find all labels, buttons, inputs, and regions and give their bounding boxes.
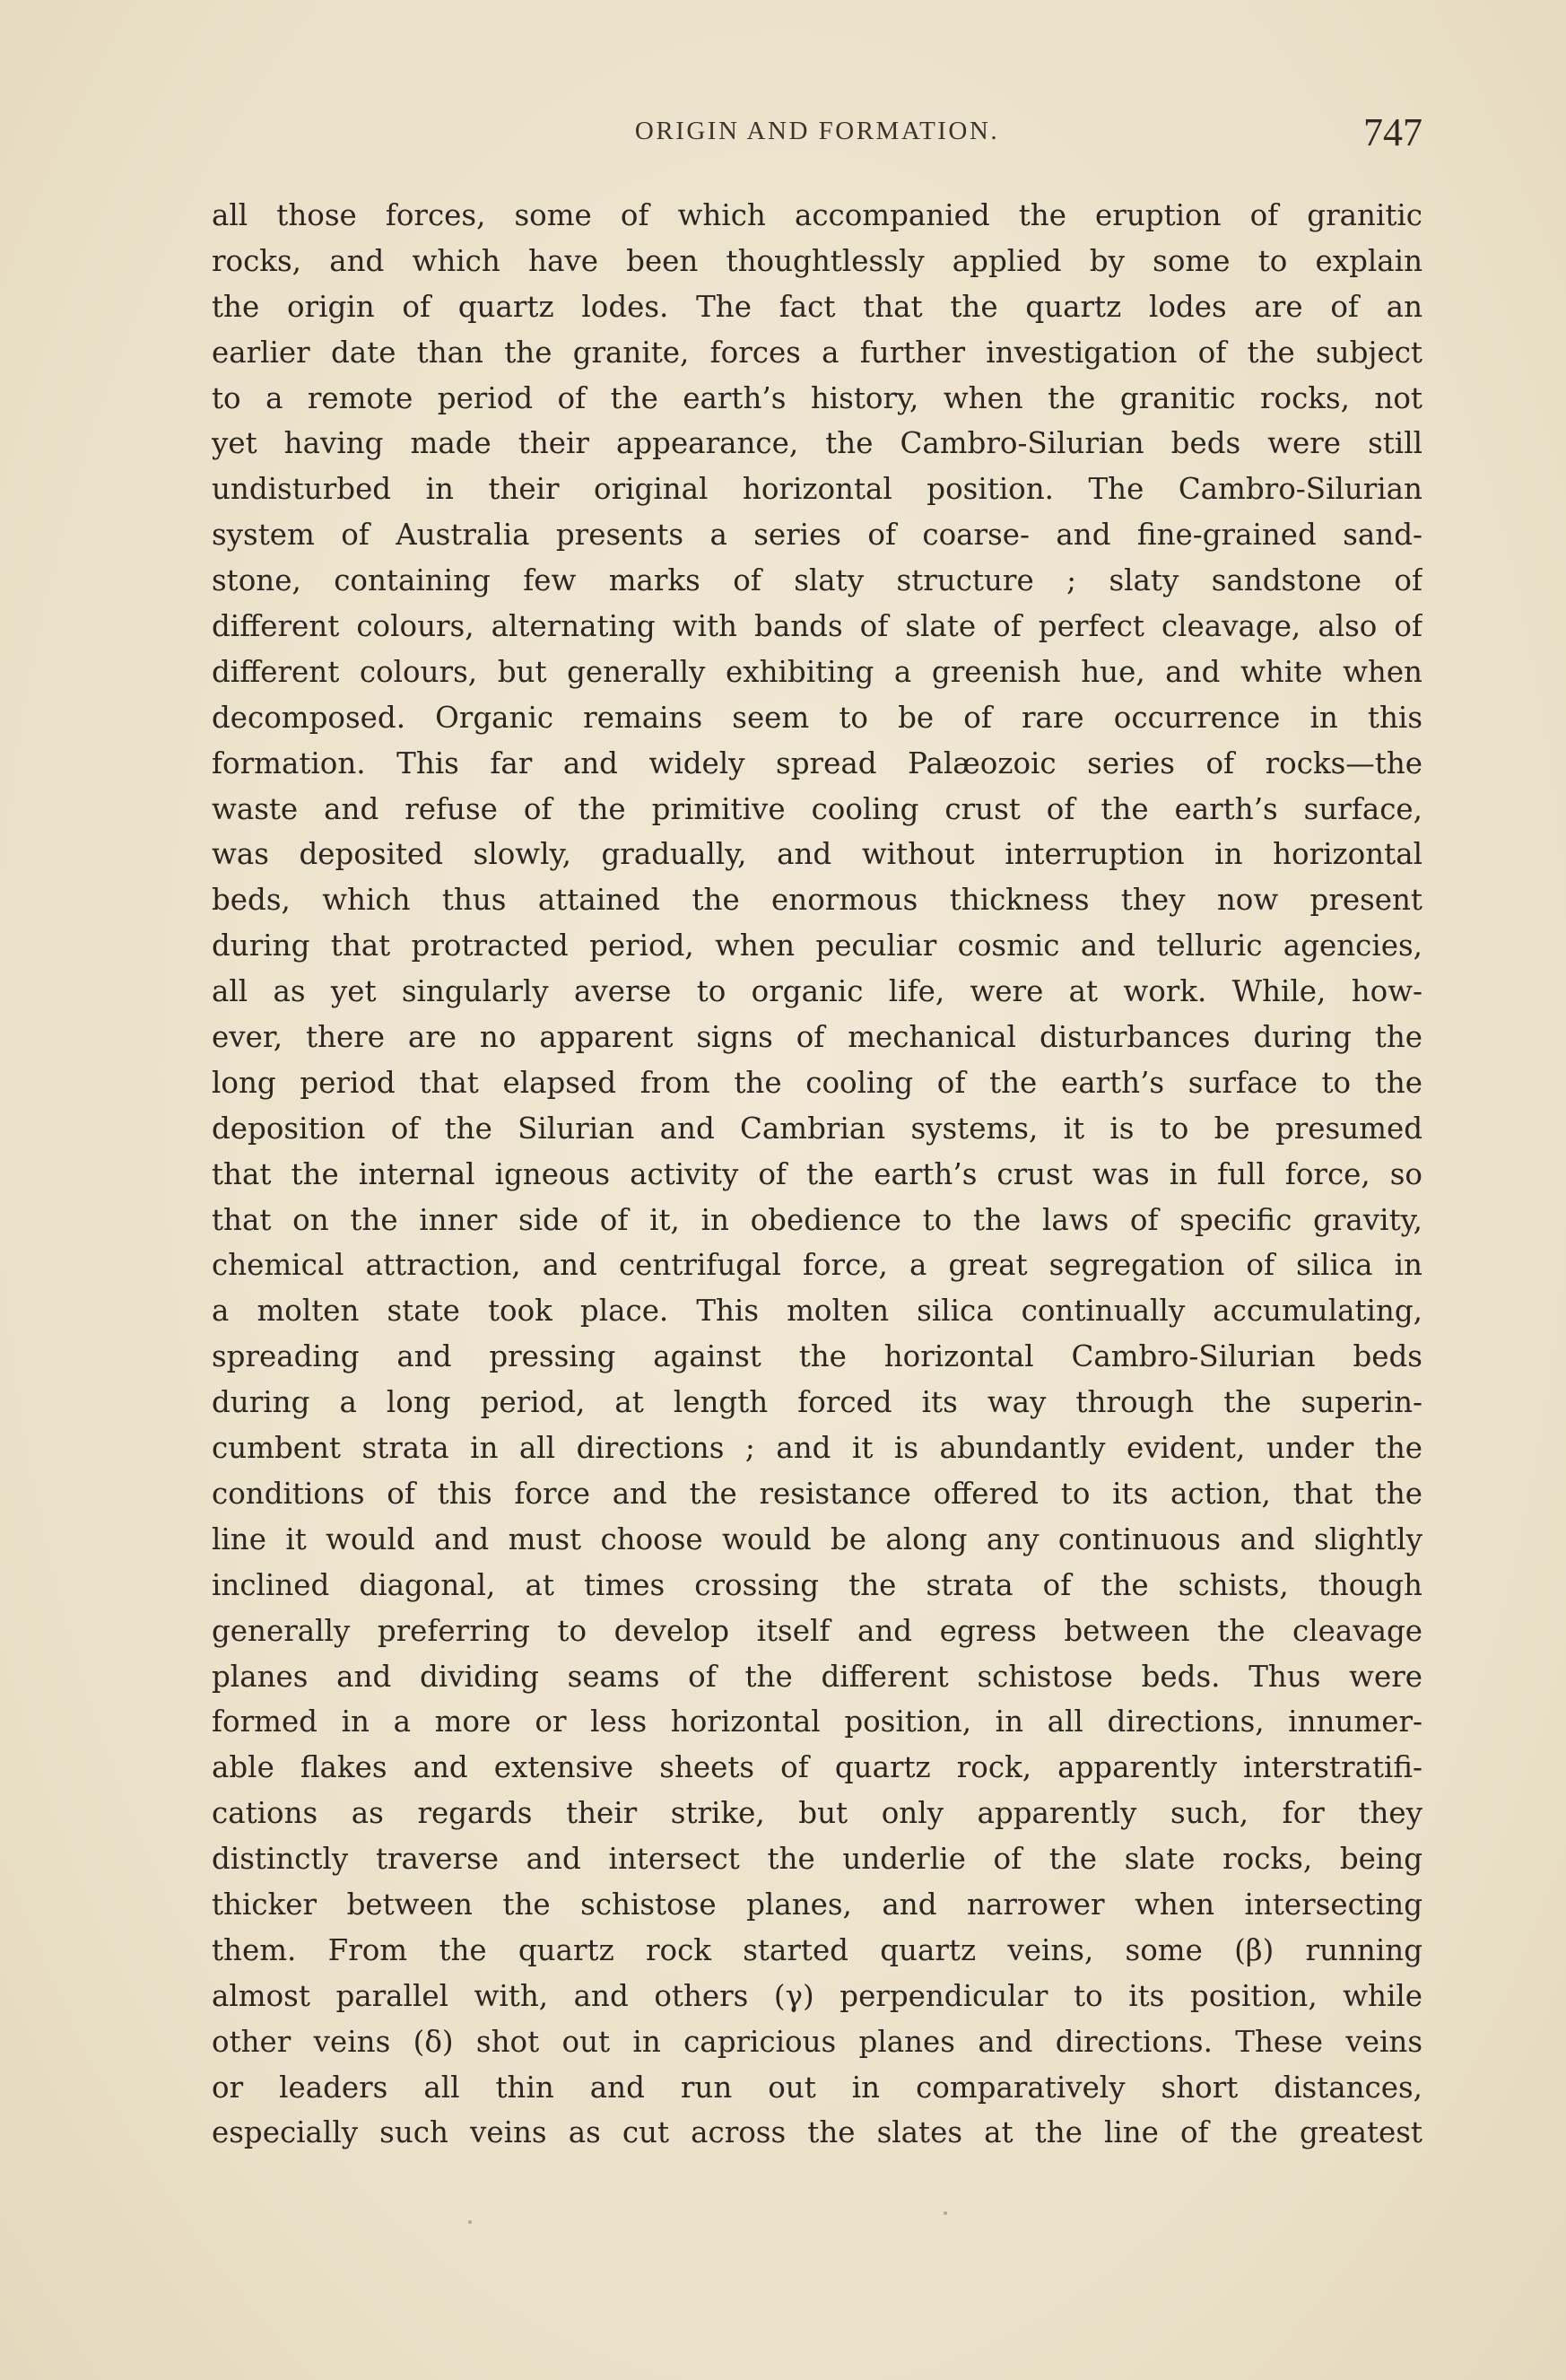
text-line: to a remote period of the earth’s history, when the granitic rocks, not bbox=[212, 380, 1422, 415]
text-line: system of Australia presents a series of coarse- and fine-grained sand- bbox=[212, 518, 1422, 553]
text-line: or leaders all thin and run out in comparatively short distances, bbox=[212, 2070, 1422, 2105]
text-line: other veins (δ) shot out in capricious planes and directions. These veins bbox=[212, 2024, 1422, 2059]
text-line: deposition of the Silurian and Cambrian systems, it is to be presumed bbox=[212, 1111, 1422, 1146]
text-line: the origin of quartz lodes. The fact that the quartz lodes are of an bbox=[212, 289, 1422, 324]
text-line: rocks, and which have been thoughtlessly applied by some to explain bbox=[212, 243, 1422, 278]
text-line: long period that elapsed from the cooling of the earth’s surface to the bbox=[212, 1065, 1422, 1100]
text-line: ever, there are no apparent signs of mechanical disturbances during the bbox=[212, 1020, 1422, 1055]
page-header bbox=[212, 109, 1422, 163]
text-line: line it would and must choose would be along any continuous and slightly bbox=[212, 1521, 1422, 1556]
text-line: different colours, alternating with bands of slate of perfect cleavage, also of bbox=[212, 609, 1422, 644]
text-line: yet having made their appearance, the Cambro-Silurian beds were still bbox=[212, 426, 1422, 461]
paper-speck bbox=[944, 2211, 947, 2215]
text-line: almost parallel with, and others (γ) perpendicular to its position, while bbox=[212, 1978, 1422, 2013]
page-number: 747 bbox=[1363, 110, 1422, 154]
text-line: chemical attraction, and centrifugal force, a great segregation of silica in bbox=[212, 1248, 1422, 1283]
paper-speck bbox=[468, 2220, 472, 2224]
text-line: able flakes and extensive sheets of quartz rock, apparently interstratifi- bbox=[212, 1750, 1422, 1785]
text-line: generally preferring to develop itself and egress between the cleavage bbox=[212, 1613, 1422, 1648]
text-line: a molten state took place. This molten silica continually accumulating, bbox=[212, 1294, 1422, 1329]
text-line: formed in a more or less horizontal position, in all directions, innumer- bbox=[212, 1704, 1422, 1739]
text-line: conditions of this force and the resistance offered to its action, that the bbox=[212, 1476, 1422, 1511]
text-line: cations as regards their strike, but only apparently such, for they bbox=[212, 1796, 1422, 1831]
text-line: waste and refuse of the primitive cooling crust of the earth’s surface, bbox=[212, 791, 1422, 826]
text-line: formation. This far and widely spread Palæozoic series of rocks—the bbox=[212, 745, 1422, 780]
text-line: decomposed. Organic remains seem to be of rare occurrence in this bbox=[212, 700, 1422, 735]
text-line: cumbent strata in all directions ; and it is abundantly evident, under the bbox=[212, 1431, 1422, 1466]
text-line: stone, containing few marks of slaty structure ; slaty sandstone of bbox=[212, 563, 1422, 598]
text-line: especially such veins as cut across the slates at the line of the greatest bbox=[212, 2115, 1422, 2150]
body-text bbox=[212, 193, 1422, 2156]
text-line: them. From the quartz rock started quartz veins, some (β) running bbox=[212, 1932, 1422, 1967]
running-head: ORIGIN AND FORMATION. bbox=[634, 117, 1000, 145]
text-line: during that protracted period, when peculiar cosmic and telluric agencies, bbox=[212, 928, 1422, 963]
text-line: distinctly traverse and intersect the underlie of the slate rocks, being bbox=[212, 1842, 1422, 1877]
text-line: all as yet singularly averse to organic life, were at work. While, how- bbox=[212, 974, 1422, 1009]
text-line: all those forces, some of which accompanied the eruption of granitic bbox=[212, 198, 1422, 232]
text-line: undisturbed in their original horizontal position. The Cambro-Silurian bbox=[212, 472, 1422, 507]
text-line: beds, which thus attained the enormous thickness they now present bbox=[212, 883, 1422, 918]
text-line: that on the inner side of it, in obedience to the laws of specific gravity, bbox=[212, 1202, 1422, 1237]
text-line: different colours, but generally exhibiting a greenish hue, and white when bbox=[212, 654, 1422, 689]
text-line: planes and dividing seams of the different schistose beds. Thus were bbox=[212, 1659, 1422, 1694]
text-line: was deposited slowly, gradually, and without interruption in horizontal bbox=[212, 837, 1422, 872]
text-line: that the internal igneous activity of the earth’s crust was in full force, so bbox=[212, 1156, 1422, 1191]
text-line: earlier date than the granite, forces a further investigation of the subject bbox=[212, 335, 1422, 370]
text-line: thicker between the schistose planes, and narrower when intersecting bbox=[212, 1887, 1422, 1922]
text-line: during a long period, at length forced its way through the superin- bbox=[212, 1385, 1422, 1420]
text-line: inclined diagonal, at times crossing the strata of the schists, though bbox=[212, 1567, 1422, 1602]
text-line: spreading and pressing against the horizontal Cambro-Silurian beds bbox=[212, 1339, 1422, 1374]
